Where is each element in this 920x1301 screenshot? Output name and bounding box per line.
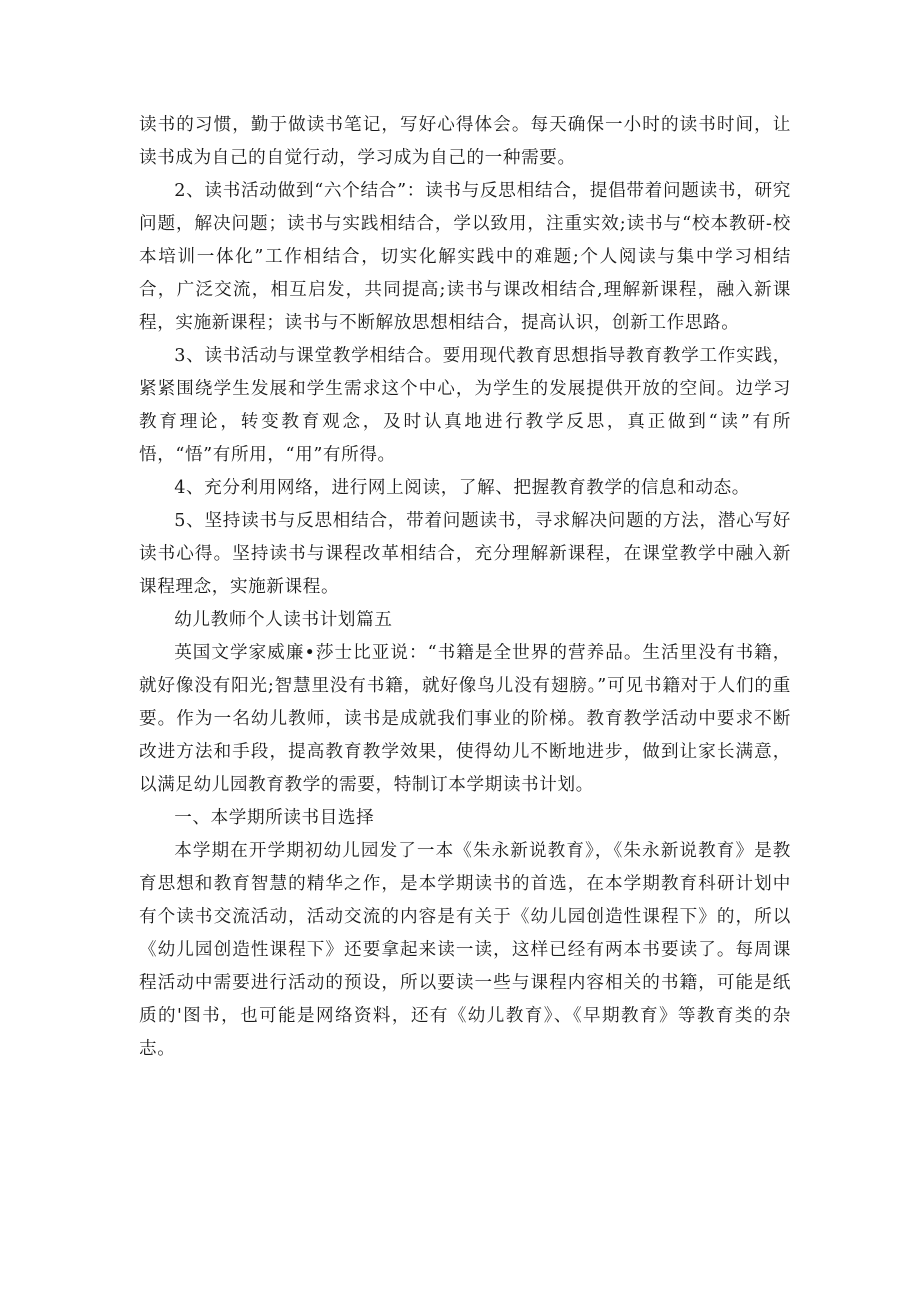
- paragraph-six-combinations: 2、读书活动做到“六个结合”：读书与反思相结合，提倡带着问题读书，研究问题，解决问题；读书与实践相结合，学以致用，注重实效;读书与“校本教研-校本培训一体化”工作相结合，切实化解实践中的难题;个人阅读与集中学习相结合，广泛交流，相互启发，共同提高;读书与课改相结合,理解新课程，融入新课程，实施新课程；读书与不断解放思想相结合，提高认识，创新工作思路。: [139, 181, 791, 333]
- section-title: 幼儿教师个人读书计划篇五: [174, 610, 393, 630]
- paragraph-reading-habits: 读书的习惯，勤于做读书笔记，写好心得体会。每天确保一小时的读书时间，让读书成为自己的自觉行动，学习成为自己的一种需要。: [139, 115, 791, 168]
- paragraph-online-reading: 4、充分利用网络，进行网上阅读，了解、把握教育教学的信息和动态。: [174, 478, 750, 498]
- paragraph-book-selection: 本学期在开学期初幼儿园发了一本《朱永新说教育》，《朱永新说教育》是教育思想和教育智慧的精华之作，是本学期读书的首选，在本学期教育科研计划中有个读书交流活动，活动交流的内容是有关于《幼儿园创造性课程下》的，所以《幼儿园创造性课程下》还要拿起来读一读，这样已经有两本书要读了。每周课程活动中需要进行活动的预设，所以要读一些与课程内容相关的书籍，可能是纸质的'图书，也可能是网络资料，还有《幼儿教育》、《早期教育》等教育类的杂志。: [139, 841, 791, 1059]
- paragraph-classroom-teaching: 3、读书活动与课堂教学相结合。要用现代教育思想指导教育教学工作实践，紧紧围绕学生发展和学生需求这个中心，为学生的发展提供开放的空间。边学习教育理论，转变教育观念，及时认真地进行教学反思，真正做到“读”有所悟，“悟”有所用，“用”有所得。: [139, 346, 791, 465]
- document-body: [139, 109, 791, 1066]
- paragraph-reflection: 5、坚持读书与反思相结合，带着问题读书，寻求解决问题的方法，潜心写好读书心得。坚持读书与课程改革相结合，充分理解新课程，在课堂教学中融入新课程理念，实施新课程。: [139, 511, 791, 597]
- paragraph-shakespeare-quote: 英国文学家威廉•莎士比亚说：“书籍是全世界的营养品。生活里没有书籍，就好像没有阳光;智慧里没有书籍，就好像鸟儿没有翅膀。”可见书籍对于人们的重要。作为一名幼儿教师，读书是成就我们事业的阶梯。教育教学活动中要求不断改进方法和手段，提高教育教学效果，使得幼儿不断地进步，做到让家长满意，以满足幼儿园教育教学的需要，特制订本学期读书计划。: [139, 643, 791, 795]
- section-heading-book-selection: 一、本学期所读书目选择: [174, 808, 375, 828]
